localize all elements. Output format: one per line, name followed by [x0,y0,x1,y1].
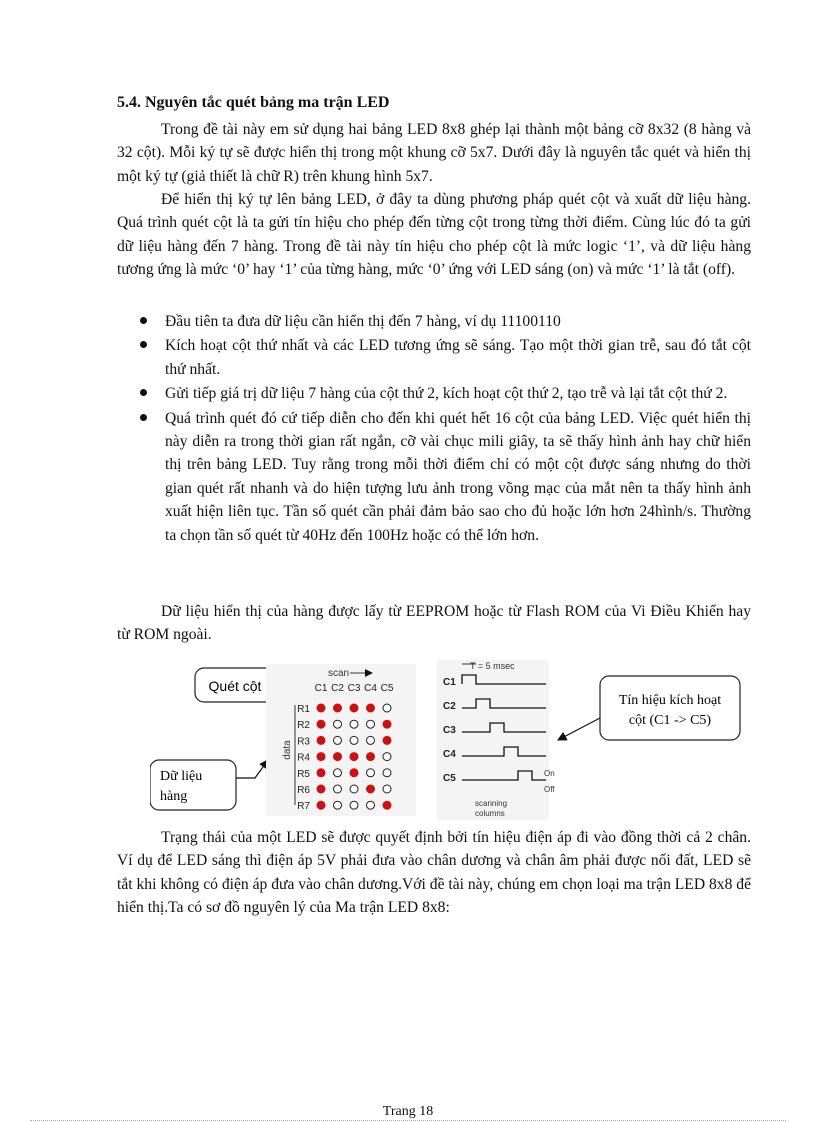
led-off [334,785,342,793]
row-label: R3 [297,736,310,748]
led-off [367,720,375,728]
row-label: R6 [297,785,310,796]
bullet-icon [140,317,147,324]
paragraph-led-state: Trạng thái của một LED sẽ được quyết định bởi tín hiệu điện áp đi vào đồng thời cả 2 chân. Ví dụ để LED sáng thì điện áp 5V phải đưa vào chân dương và chân âm phải được nối đất, LED sẽ tắt khi không có điện áp đưa vào chân dương.Với đề tài này, chúng em chọn loại ma trận LED 8x8 để hiển thị.Ta có sơ đồ nguyên lý của Ma trận LED 8x8: [117,829,751,917]
list-item: Đầu tiên ta đưa dữ liệu cần hiển thị đến 7 hàng, ví dụ 11100110 [117,310,751,333]
column-label: C5 [380,683,394,694]
led-on [317,769,325,777]
timing-channel-label: C5 [443,773,456,784]
led-on [383,736,391,744]
row-label: R1 [297,704,310,715]
paragraph-method: Để hiển thị ký tự lên bảng LED, ở đây ta dùng phương pháp quét cột và xuất dữ liệu hàng. Quá trình quét cột là ta gửi tín hiệu cho phép đến từng cột trong từng thời điểm. Cùng lúc đó ta gửi dữ liệu hàng đến 7 hàng. Trong đề tài này tín hiệu cho phép cột là mức logic ‘1’, và dữ liệu hàng tương ứng là mức ‘0’ hay ‘1’ của từng hàng, mức ‘0’ ứng với LED sáng (on) và mức ‘1’ là tắt (off). [117,191,751,279]
led-on [383,801,391,809]
bullet-list [117,310,751,548]
led-off [334,736,342,744]
signal-callout-label-line2: cột (C1 -> C5) [628,713,712,728]
signal-callout-box [600,676,740,740]
on-label: On [544,769,555,778]
led-on [317,753,325,761]
scanning-label-line2: columns [475,809,505,818]
bullet-icon [140,414,147,421]
led-on [350,753,358,761]
data-callout-label-line1: Dữ liệu [160,769,203,784]
led-off [383,753,391,761]
row-label: R4 [297,752,310,764]
led-off [383,785,391,793]
list-item: Kích hoạt cột thứ nhất và các LED tương ứng sẽ sáng. Tạo một thời gian trễ, sau đó tắt cột thứ nhất. [117,334,751,381]
timing-title: T = 5 msec [470,661,515,671]
timing-channel-label: C4 [443,749,456,760]
scanning-label-line1: scanning [475,799,508,808]
column-label: C2 [331,683,344,694]
led-on [317,785,325,793]
led-on [317,801,325,809]
led-off [367,801,375,809]
list-item: Gửi tiếp giá trị dữ liệu 7 hàng của cột thứ 2, kích hoạt cột thứ 2, tạo trễ và lại tắt cột thứ 2. [117,382,751,405]
bullet-icon [140,341,147,348]
led-on [383,720,391,728]
led-off [334,801,342,809]
data-arrow-icon [236,760,268,778]
timing-channel-label: C3 [443,725,456,736]
led-off [383,769,391,777]
footer-divider [30,1120,786,1121]
timing-channel-label: C1 [443,677,456,688]
led-on [350,704,358,712]
led-on [317,720,325,728]
scan-label: scan [328,668,350,679]
led-off [350,785,358,793]
list-item: Quá trình quét đó cứ tiếp diễn cho đến khi quét hết 16 cột của bảng LED. Việc quét hiển thị này diễn ra trong thời gian rất ngắn, cỡ vài chục mili giây, ta sẽ thấy hình ảnh hay chữ hiển thị trên bảng LED. Tuy rằng trong mỗi thời điểm chỉ có một cột được sáng nhưng do thời gian quét rất nhanh và do hiện tượng lưu ảnh trong võng mạc của mắt nên ta thấy hình ảnh xuất hiện liên tục. Tần số quét cần phải đảm bảo sao cho đủ hoặc lớn hơn 24hình/s. Thường ta chọn tần số quét từ 40Hz đến 100Hz hoặc có thể lớn hơn. [117,407,751,547]
led-on [367,753,375,761]
led-off [334,720,342,728]
row-label: R7 [297,801,310,813]
led-off [334,769,342,777]
led-on [317,736,325,744]
led-on [350,769,358,777]
led-off [350,736,358,744]
column-label: C4 [364,683,377,694]
led-on [367,704,375,712]
led-off [350,720,358,728]
column-label: C3 [347,683,361,694]
section-heading: 5.4. Nguyên tắc quét bảng ma trận LED [117,94,390,111]
timing-channel-label: C2 [443,701,456,712]
page-number: Trang 18 [382,1104,434,1119]
signal-callout-label-line1: Tín hiệu kích hoạt [618,693,722,708]
led-on [367,785,375,793]
led-on [334,704,342,712]
led-off [383,704,391,712]
led-scan-figure [150,660,750,820]
led-on [334,753,342,761]
data-callout-label-line2: hàng [160,789,188,804]
led-on [317,704,325,712]
led-off [367,769,375,777]
paragraph-data-source: Dữ liệu hiển thị của hàng được lấy từ EEPROM hoặc từ Flash ROM của Vi Điều Khiển hay từ ROM ngoài. [117,603,751,644]
row-label: R5 [297,768,310,780]
data-axis-label: data [282,740,293,760]
led-off [367,736,375,744]
bullet-icon [140,389,147,396]
led-off [350,801,358,809]
paragraph-intro: Trong đề tài này em sử dụng hai bảng LED 8x8 ghép lại thành một bảng cỡ 8x32 (8 hàng và 32 cột). Mỗi ký tự sẽ được hiển thị trong một khung cỡ 5x7. Dưới đây là nguyên tắc quét và hiển thị một ký tự (giả thiết là chữ R) trên khung hình 5x7. [117,121,751,185]
scan-callout-label: Quét cột [208,678,262,694]
signal-arrow-icon [558,718,600,740]
column-label: C1 [314,683,328,694]
off-label: Off [544,785,555,794]
row-label: R2 [297,720,310,732]
